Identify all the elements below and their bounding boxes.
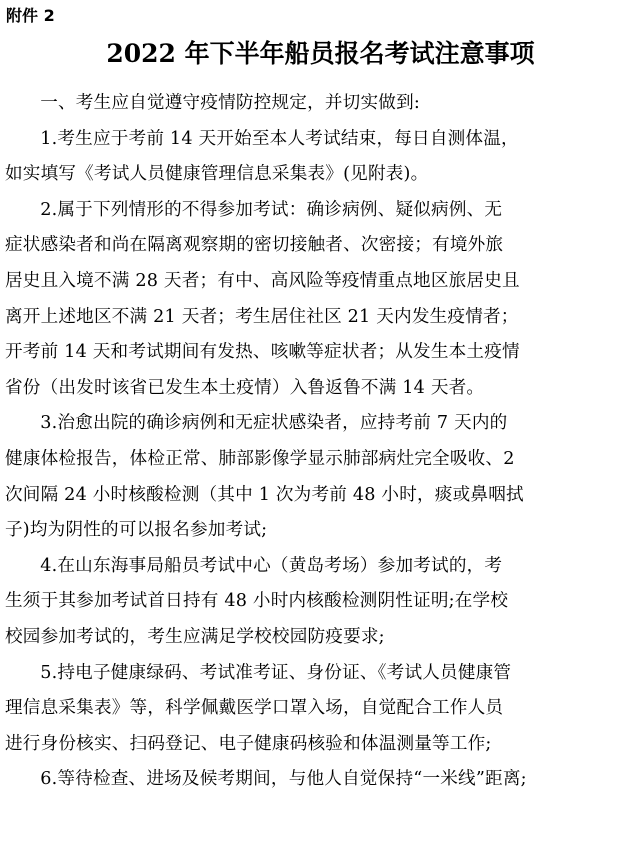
text-line: 一、考生应自觉遵守疫情防控规定，并切实做到: [40,93,420,113]
notice-item-3 [5,406,637,548]
document-title: 2022 年下半年船员报名考试注意事项 [106,39,535,68]
document-body [5,86,637,798]
notice-item-4 [5,549,637,656]
notice-intro [5,86,637,122]
text-line: 症状感染者和尚在隔离观察期的密切接触者、次密接；有境外旅 [5,235,504,256]
text-line: 省份（出发时该省已发生本土疫情）入鲁返鲁不满 14 天者。 [5,377,485,398]
text-line: 1.考生应于考前 14 天开始至本人考试结束，每日自测体温， [40,128,519,149]
text-line: 6.等待检查、进场及候考期间，与他人自觉保持“一米线”距离; [40,769,527,790]
text-line: 子)均为阴性的可以报名参加考试; [5,520,268,541]
text-line: 生须于其参加考试首日持有 48 小时内核酸检测阴性证明;在学校 [5,591,509,612]
text-line: 如实填写《考试人员健康管理信息采集表》(见附表)。 [5,164,429,185]
text-line: 校园参加考试的，考生应满足学校校园防疫要求; [5,626,385,647]
notice-item-2 [5,193,637,407]
text-line: 健康体检报告，体检正常、肺部影像学显示肺部病灶完全吸收、2 [5,448,515,469]
text-line: 开考前 14 天和考试期间有发热、咳嗽等症状者；从发生本土疫情 [5,342,520,363]
text-line: 2.属于下列情形的不得参加考试：确诊病例、疑似病例、无 [40,199,503,220]
text-line: 4.在山东海事局船员考试中心（黄岛考场）参加考试的，考 [40,555,503,576]
text-line: 理信息采集表》等，科学佩戴医学口罩入场，自觉配合工作人员 [5,698,504,719]
notice-item-1 [5,122,637,193]
notice-item-5 [5,656,637,763]
text-line: 3.治愈出院的确诊病例和无症状感染者，应持考前 7 天内的 [40,413,508,434]
text-line: 5.持电子健康绿码、考试准考证、身份证、《考试人员健康管 [40,662,512,683]
text-line: 离开上述地区不满 21 天者；考生居住社区 21 天内发生疫情者； [5,306,519,327]
notice-item-6 [5,762,637,798]
text-line: 进行身份核实、扫码登记、电子健康码核验和体温测量等工作; [5,733,492,754]
attachment-label: 附件 2 [6,6,55,25]
text-line: 居史且入境不满 28 天者；有中、高风险等疫情重点地区旅居史且 [5,270,520,291]
text-line: 次间隔 24 小时核酸检测（其中 1 次为考前 48 小时，痰或鼻咽拭 [5,484,524,505]
